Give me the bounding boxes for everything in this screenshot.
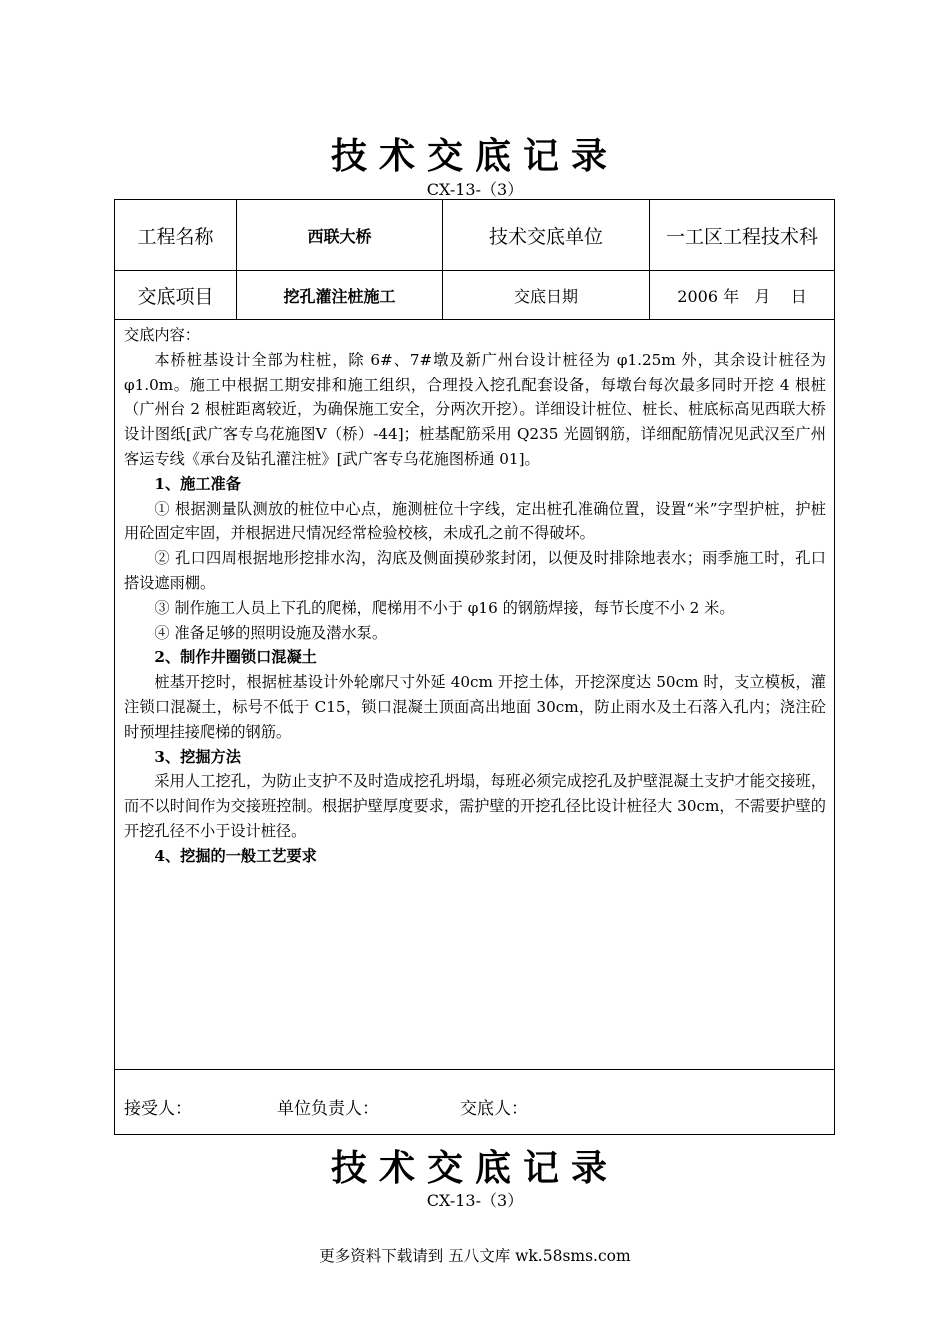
signature-row	[115, 1070, 834, 1134]
footer-text: 更多资料下载请到 五八文库 wk.58sms.com	[319, 1247, 631, 1265]
date-value: 2006 年 月 日	[677, 286, 807, 306]
header-row-project	[115, 200, 834, 271]
unit-head-label: 单位负责人：	[277, 1099, 379, 1119]
section-1-item-3: ③ 制作施工人员上下孔的爬梯，爬梯用不小于 φ16 的钢筋焊接，每节长度不小 2 米。	[154, 598, 735, 617]
content-section	[115, 320, 834, 1070]
section-1-item-2: ② 孔口四周根据地形挖排水沟，沟底及侧面摸砂浆封闭，以便及时排除地表水；雨季施工时，孔口搭设遮雨棚。	[124, 549, 826, 592]
section-1-item-4: ④ 准备足够的照明设施及潜水泵。	[154, 623, 388, 642]
item-value: 挖孔灌注桩施工	[237, 271, 443, 319]
item-label: 交底项目	[115, 271, 237, 319]
section-2-heading: 2、制作井圈锁口混凝土	[154, 648, 317, 667]
content-label: 交底内容：	[124, 326, 200, 344]
document-title: 技术交底记录	[330, 135, 619, 177]
project-label: 工程名称	[115, 200, 237, 270]
form-code: CX-13-（3）	[426, 180, 524, 199]
section-1-heading: 1、施工准备	[154, 474, 241, 493]
unit-value: 一工区工程技术科	[665, 225, 818, 248]
date-label: 交底日期	[443, 271, 650, 319]
section-1-item-1: ① 根据测量队测放的桩位中心点，施测桩位十字线，定出桩孔准确位置，设置“米”字型护桩，护桩用砼固定牢固，并根据进尺情况经常检验校核，未成孔之前不得破坏。	[124, 499, 826, 543]
intro-paragraph: 本桥桩基设计全部为柱桩，除 6#、7#墩及新广州台设计桩径为 φ1.25m 外，其余设计桩径为 φ1.0m。施工中根据工期安排和施工组织，合理投入挖孔配套设备，每墩台每次最多同时开挖 4 根桩（广州台 2 根桩距离较近，为确保施工安全，分两次开挖）。详细设计桩位、桩长、桩底标高见西联大桥设计图纸[武广客专乌花施图Ⅴ（桥）-44]；桩基配筋采用 Q235 光圆钢筋，详细配筋情况见武汉至广州客运专线《承台及钻孔灌注桩》[武广客专乌花施图桥通 01]。	[124, 350, 826, 468]
section-4-heading: 4、挖掘的一般工艺要求	[154, 846, 317, 865]
receiver-label: 接受人：	[124, 1099, 192, 1119]
presenter-label: 交底人：	[460, 1099, 528, 1119]
project-value: 西联大桥	[237, 200, 443, 270]
unit-label: 技术交底单位	[443, 200, 650, 270]
section-3-heading: 3、挖掘方法	[154, 747, 241, 766]
section-2-paragraph: 桩基开挖时，根据桩基设计外轮廓尺寸外延 40cm 开挖土体，开挖深度达 50cm 时，支立模板，灌注锁口混凝土，标号不低于 C15，锁口混凝土顶面高出地面 30cm，防止雨水及土石落入孔内；浇注砼时预埋挂接爬梯的钢筋。	[124, 673, 826, 741]
form-code-repeat: CX-13-（3）	[426, 1191, 524, 1210]
document-title-repeat: 技术交底记录	[330, 1147, 619, 1189]
record-sheet	[114, 199, 835, 1135]
section-3-paragraph: 采用人工挖孔，为防止支护不及时造成挖孔坍塌，每班必须完成挖孔及护壁混凝土支护才能交接班，而不以时间作为交接班控制。根据护壁厚度要求，需护壁的开挖孔径比设计桩径大 30cm，不需要护壁的开挖孔径不小于设计桩径。	[124, 772, 826, 840]
header-row-item	[115, 271, 834, 320]
